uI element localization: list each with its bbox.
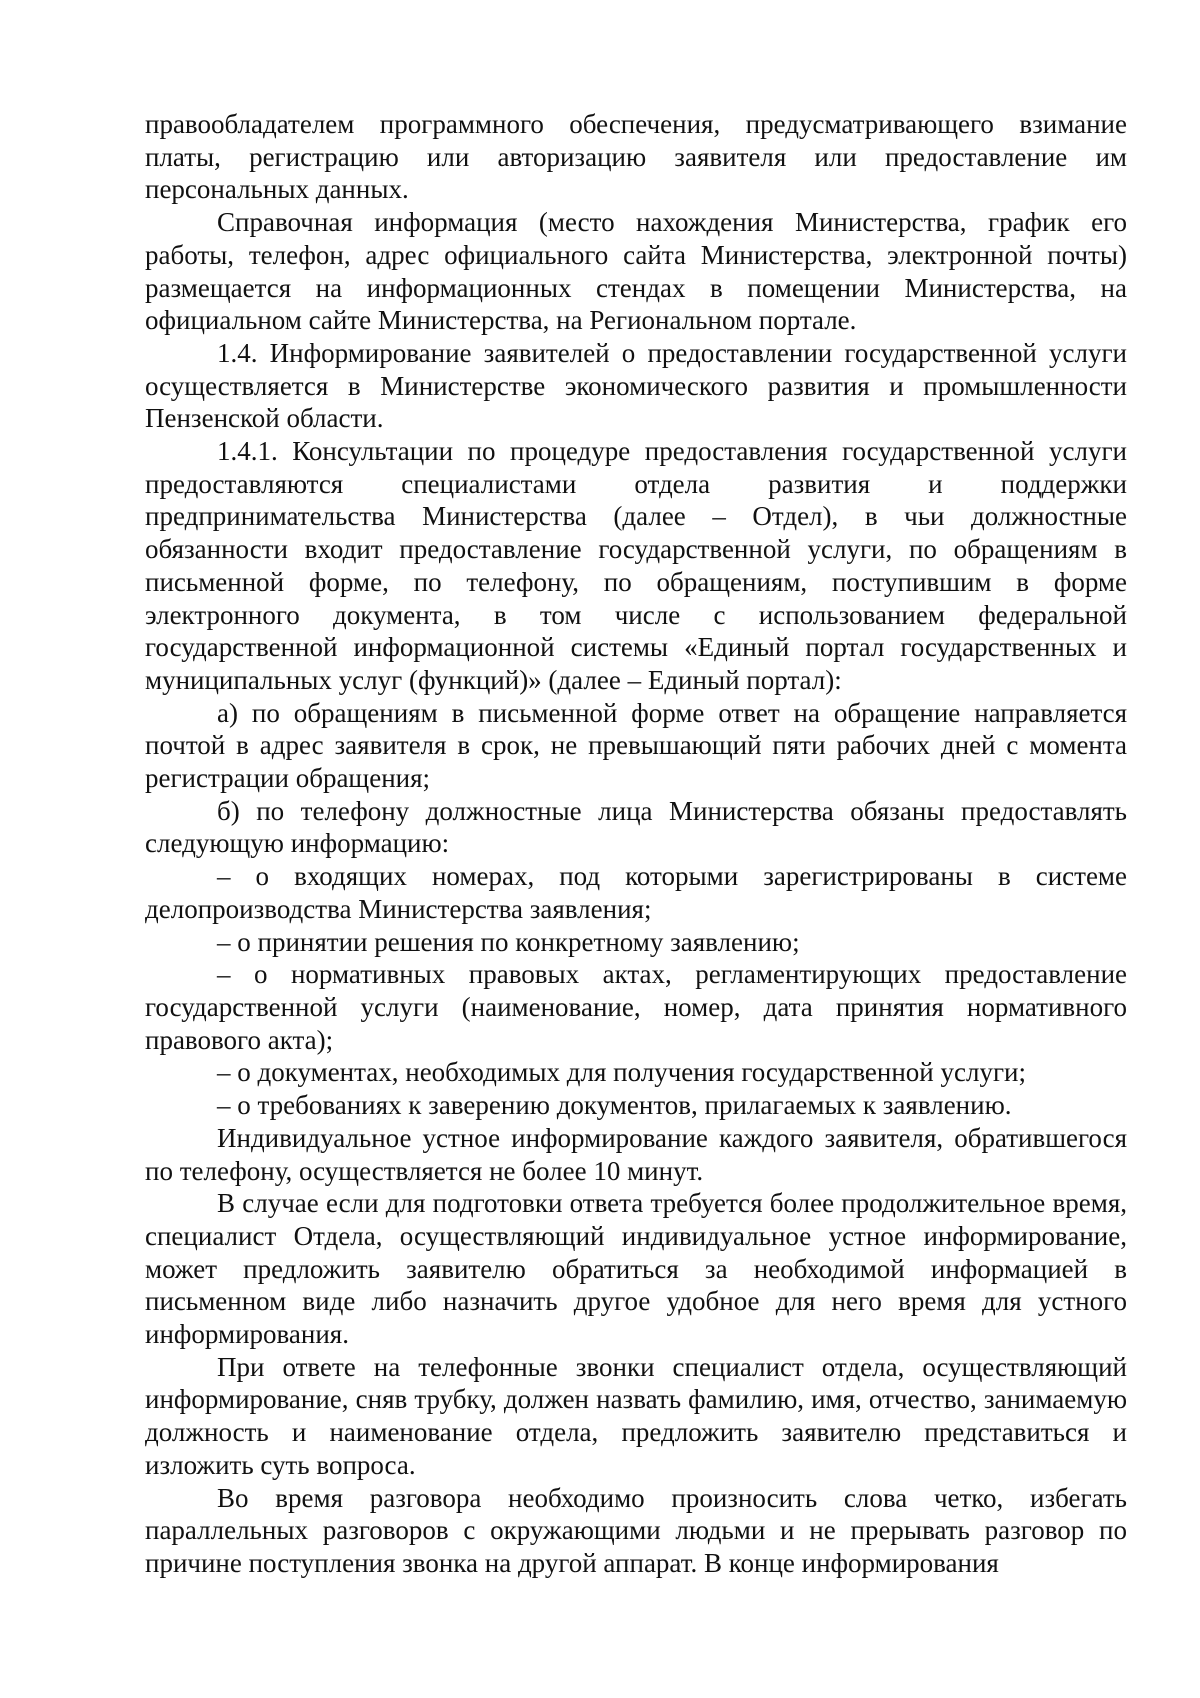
paragraph: 1.4.1. Консультации по процедуре предоставления государственной услуги предоставляются специалистами отдела развития и поддержки предпринимательства Министерства (далее – Отдел), в чьи должностные обязанности входит предоставление государственной услуги, по обращениям в письменной форме, по телефону, по обращениям, поступившим в форме электронного документа, в том числе с использованием федеральной государственной информационной системы «Единый портал государственных и муниципальных услуг (функций)» (далее – Единый портал):	[145, 436, 1127, 695]
paragraph: Справочная информация (место нахождения Министерства, график его работы, телефон, адрес официального сайта Министерства, электронной почты) размещается на информационных стендах в помещении Министерства, на официальном сайте Министерства, на Региональном портале.	[145, 207, 1127, 336]
paragraph: а) по обращениям в письменной форме ответ на обращение направляется почтой в адрес заявителя в срок, не превышающий пяти рабочих дней с момента регистрации обращения;	[145, 697, 1127, 794]
list-item: – о документах, необходимых для получения государственной услуги;	[217, 1057, 1026, 1088]
paragraph: б) по телефону должностные лица Министерства обязаны предоставлять следующую информацию:	[145, 795, 1127, 859]
list-item: – о принятии решения по конкретному заявлению;	[217, 926, 800, 957]
paragraph: В случае если для подготовки ответа требуется более продолжительное время, специалист Отдела, осуществляющий индивидуальное устное информирование, может предложить заявителю обратиться за необходимой информацией в письменном виде либо назначить другое удобное для него время для устного информирования.	[145, 1188, 1127, 1350]
paragraph: Индивидуальное устное информирование каждого заявителя, обратившегося по телефону, осуществляется не более 10 минут.	[145, 1122, 1127, 1186]
list-item: – о входящих номерах, под которыми зарегистрированы в системе делопроизводства Министерства заявления;	[145, 861, 1127, 924]
list-item: – о требованиях к заверению документов, прилагаемых к заявлению.	[217, 1090, 1012, 1121]
document-page	[145, 108, 1127, 1580]
paragraph: 1.4. Информирование заявителей о предоставлении государственной услуги осуществляется в Министерстве экономического развития и промышленности Пензенской области.	[145, 337, 1127, 434]
list-item: – о нормативных правовых актах, регламентирующих предоставление государственной услуги (наименование, номер, дата принятия нормативного правового акта);	[145, 959, 1127, 1055]
paragraph: При ответе на телефонные звонки специалист отдела, осуществляющий информирование, сняв трубку, должен назвать фамилию, имя, отчество, занимаемую должность и наименование отдела, предложить заявителю представиться и изложить суть вопроса.	[145, 1351, 1127, 1480]
paragraph: Во время разговора необходимо произносить слова четко, избегать параллельных разговоров с окружающими людьми и не прерывать разговор по причине поступления звонка на другой аппарат. В конце информирования	[145, 1482, 1127, 1578]
paragraph: правообладателем программного обеспечения, предусматривающего взимание платы, регистрацию или авторизацию заявителя или предоставление им персональных данных.	[145, 109, 1127, 205]
